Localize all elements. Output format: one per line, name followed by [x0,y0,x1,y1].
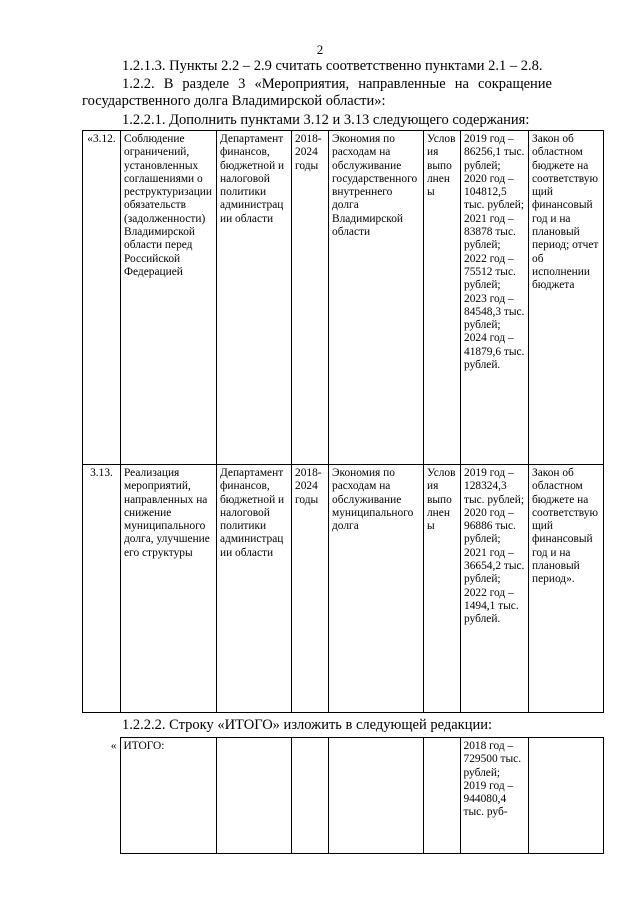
empty-cell [328,738,423,854]
total-amounts: 2018 год – 729500 тыс. рублей; 2019 год – 944080,4 тыс. руб- [460,738,528,854]
empty-cell [423,738,460,854]
table-row [83,465,604,713]
row-number: «3.12. [83,131,121,465]
table-row [83,131,604,465]
empty-cell [216,738,291,854]
page-number: 2 [316,42,324,57]
basis-document: Закон об областном бюджете на соответствующий финансовый год и на плановый период». [529,465,604,713]
paragraph-1-2-1-3: 1.2.1.3. Пункты 2.2 – 2.9 считать соответственно пунктами 2.1 – 2.8. [122,58,543,74]
total-table [82,737,604,854]
opening-quote: « [82,738,120,854]
expected-result: Экономия по расходам на обслуживание государственного внутреннего долга Владимирской области [329,131,424,465]
period: 2018-2024 годы [292,131,329,465]
period: 2018-2024 годы [292,465,329,713]
measure-name: Реализация мероприятий, направленных на снижение муниципального долга, улучшение его структуры [121,465,217,713]
expected-result: Экономия по расходам на обслуживание муниципального долга [329,465,424,713]
paragraph-1-2-2: 1.2.2. В разделе 3 «Мероприятия, направленные на сокращение государственного долга Владимирской области»: [82,76,552,109]
amounts: 2019 год – 128324,3 тыс. рублей; 2020 год – 96886 тыс. рублей; 2021 год – 36654,2 тыс. рублей; 2022 год – 1494,1 тыс. рублей. [461,465,529,713]
measures-table [82,130,604,713]
condition: Условия выполнены [424,131,461,465]
empty-cell [291,738,328,854]
paragraph-1-2-2-1: 1.2.2.1. Дополнить пунктами 3.12 и 3.13 следующего содержания: [122,112,530,128]
empty-cell [528,738,603,854]
basis-document: Закон об областном бюджете на соответствующий финансовый год и на плановый период; отчет об исполнении бюджета [529,131,604,465]
executor: Департамент финансов, бюджетной и налоговой политики администрации области [217,465,292,713]
executor: Департамент финансов, бюджетной и налоговой политики администрации области [217,131,292,465]
table-row [82,738,603,854]
row-number: 3.13. [83,465,121,713]
amounts: 2019 год – 86256,1 тыс. рублей; 2020 год – 104812,5 тыс. рублей; 2021 год – 83878 тыс. рублей; 2022 год – 75512 тыс. рублей; 2023 год – 84548,3 тыс. рублей; 2024 год – 41879,6 тыс. рублей. [461,131,529,465]
paragraph-1-2-2-2: 1.2.2.2. Строку «ИТОГО» изложить в следующей редакции: [122,717,493,733]
condition: Условия выполнены [424,465,461,713]
measure-name: Соблюдение ограничений, установленных соглашениями о реструктуризации обязательств (задолженности) Владимирской области перед Российской Федерацией [121,131,217,465]
total-label: ИТОГО: [120,738,216,854]
